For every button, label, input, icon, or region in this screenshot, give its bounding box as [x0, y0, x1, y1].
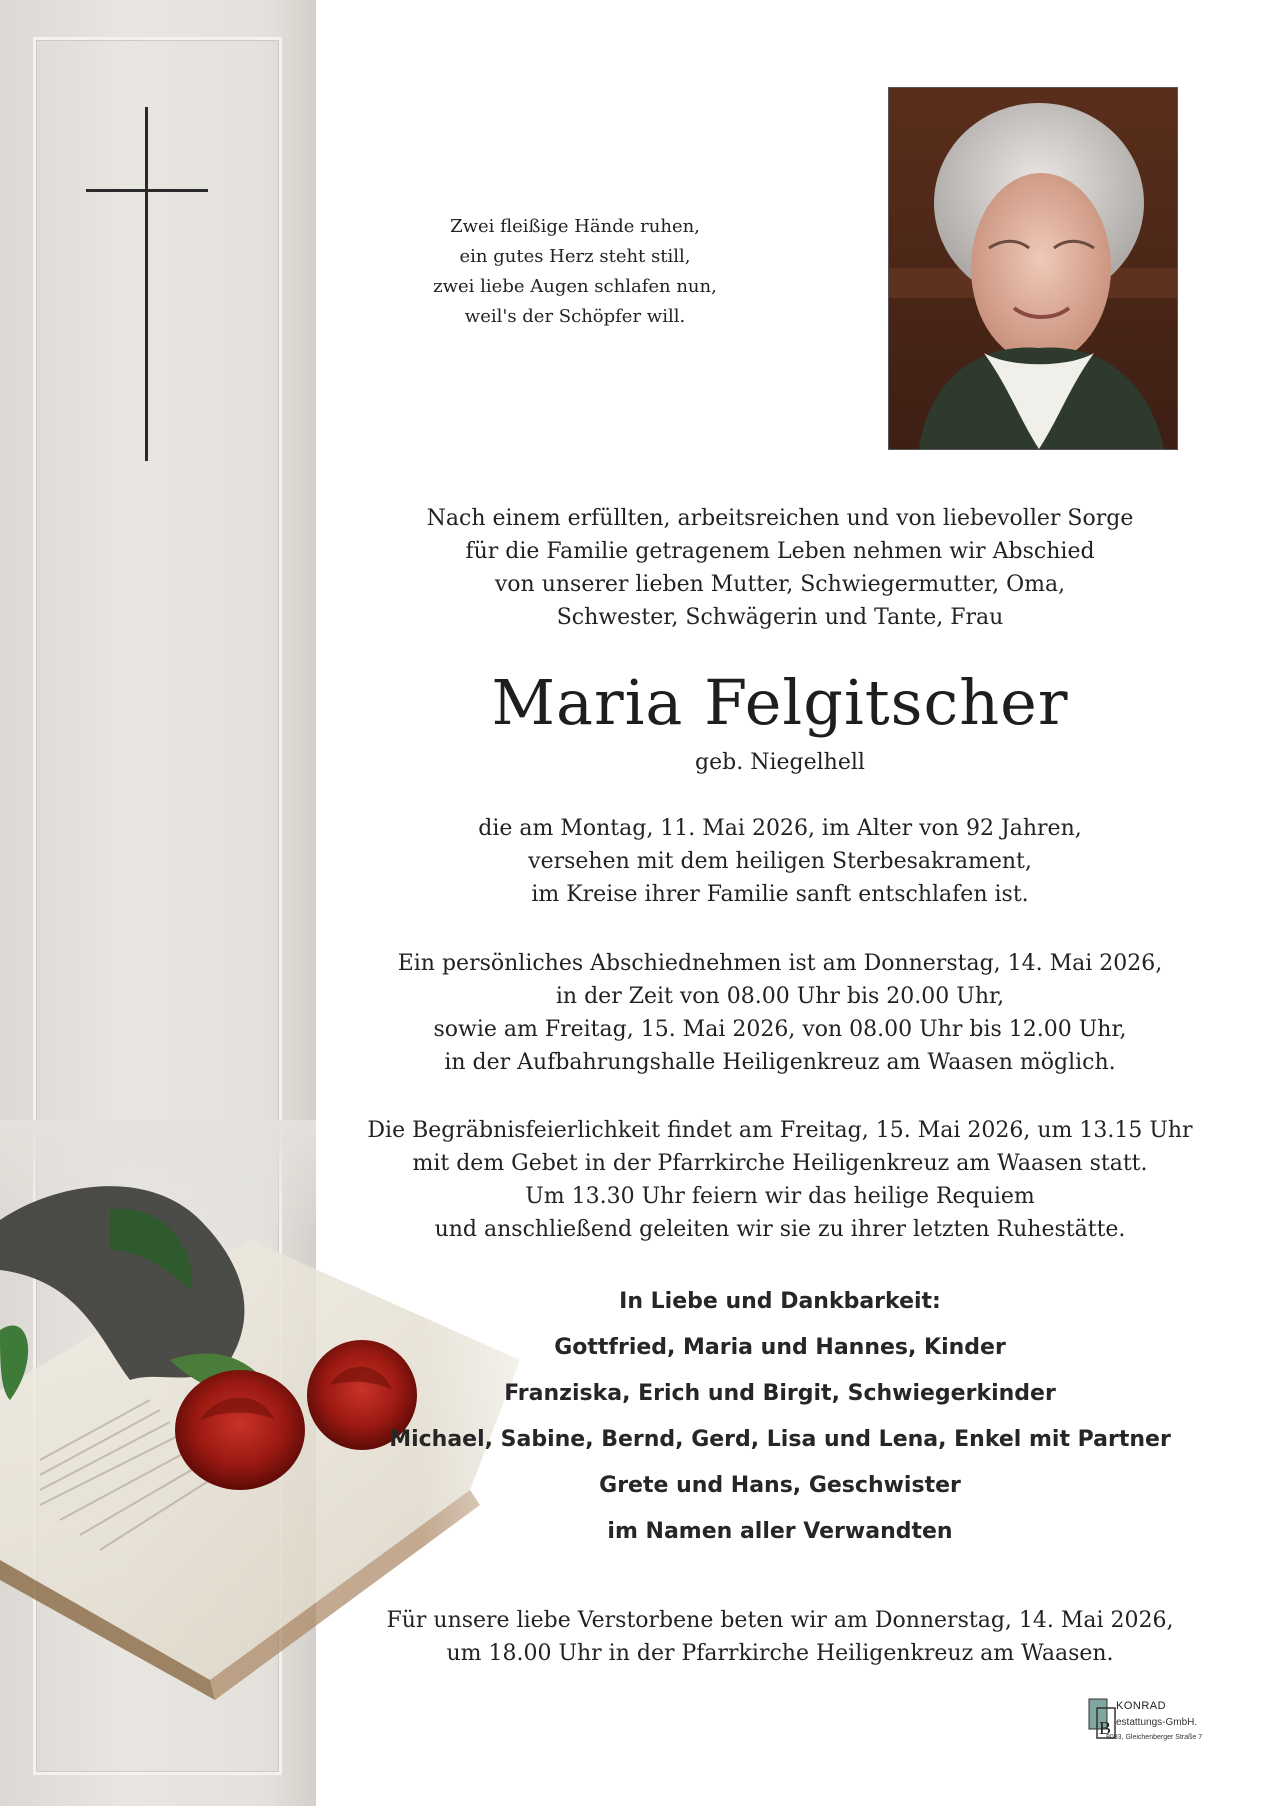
- intro-line: für die Familie getragenem Leben nehmen wir Abschied: [465, 539, 1095, 564]
- portrait-photo: [888, 87, 1178, 450]
- deceased-name: Maria Felgitscher: [491, 666, 1069, 739]
- funeral-line: Die Begräbnisfeierlichkeit findet am Freitag, 15. Mai 2026, um 13.15 Uhr: [367, 1118, 1193, 1143]
- memorial-poem: [395, 212, 755, 332]
- intro-line: von unserer lieben Mutter, Schwiegermutter, Oma,: [494, 572, 1066, 597]
- logo-address: 8083, Gleichenberger Straße 7: [1106, 1734, 1203, 1741]
- intro-text: [330, 502, 1230, 634]
- funeral-info: [330, 1114, 1230, 1246]
- mourners-list: [330, 1279, 1230, 1555]
- mourner-entry: Michael, Sabine, Bernd, Gerd, Lisa und Lena, Enkel mit Partner: [389, 1427, 1171, 1452]
- poem-line: Zwei fleißige Hände ruhen,: [450, 216, 700, 237]
- poem-line: zwei liebe Augen schlafen nun,: [433, 276, 717, 297]
- funeral-line: und anschließend geleiten wir sie zu ihrer letzten Ruhestätte.: [434, 1217, 1126, 1242]
- death-notice-line: im Kreise ihrer Familie sanft entschlafen ist.: [531, 882, 1029, 907]
- viewing-line: in der Aufbahrungshalle Heiligenkreuz am Waasen möglich.: [444, 1050, 1116, 1075]
- cross-icon: [86, 107, 208, 461]
- mourner-entry: Grete und Hans, Geschwister: [599, 1473, 961, 1498]
- intro-line: Nach einem erfüllten, arbeitsreichen und von liebevoller Sorge: [426, 506, 1134, 531]
- svg-text:B: B: [1099, 1718, 1112, 1738]
- mourner-entry: im Namen aller Verwandten: [607, 1519, 953, 1544]
- prayer-info: [330, 1604, 1230, 1670]
- mourner-entry: Gottfried, Maria und Hannes, Kinder: [554, 1335, 1006, 1360]
- logo-company-name: KONRAD: [1116, 1700, 1167, 1712]
- mourners-heading: In Liebe und Dankbarkeit:: [619, 1289, 941, 1314]
- intro-line: Schwester, Schwägerin und Tante, Frau: [556, 605, 1004, 630]
- death-notice-line: die am Montag, 11. Mai 2026, im Alter von 92 Jahren,: [478, 816, 1082, 841]
- birth-name: geb. Niegelhell: [695, 750, 865, 775]
- poem-line: weil's der Schöpfer will.: [464, 306, 686, 327]
- viewing-info: [330, 947, 1230, 1079]
- mourner-entry: Franziska, Erich und Birgit, Schwiegerkinder: [504, 1381, 1056, 1406]
- death-notice: [330, 812, 1230, 911]
- viewing-line: Ein persönliches Abschiednehmen ist am Donnerstag, 14. Mai 2026,: [397, 951, 1163, 976]
- death-notice-line: versehen mit dem heiligen Sterbesakrament,: [528, 849, 1032, 874]
- prayer-line: um 18.00 Uhr in der Pfarrkirche Heiligenkreuz am Waasen.: [446, 1641, 1114, 1666]
- poem-line: ein gutes Herz steht still,: [459, 246, 691, 267]
- viewing-line: sowie am Freitag, 15. Mai 2026, von 08.00 Uhr bis 12.00 Uhr,: [433, 1017, 1127, 1042]
- viewing-line: in der Zeit von 08.00 Uhr bis 20.00 Uhr,: [555, 984, 1005, 1009]
- logo-company-type: estattungs-GmbH.: [1116, 1717, 1198, 1728]
- funeral-line: mit dem Gebet in der Pfarrkirche Heiligenkreuz am Waasen statt.: [412, 1151, 1148, 1176]
- funeral-line: Um 13.30 Uhr feiern wir das heilige Requiem: [525, 1184, 1035, 1209]
- prayer-line: Für unsere liebe Verstorbene beten wir am Donnerstag, 14. Mai 2026,: [386, 1608, 1174, 1633]
- funeral-home-logo: [1088, 1698, 1228, 1758]
